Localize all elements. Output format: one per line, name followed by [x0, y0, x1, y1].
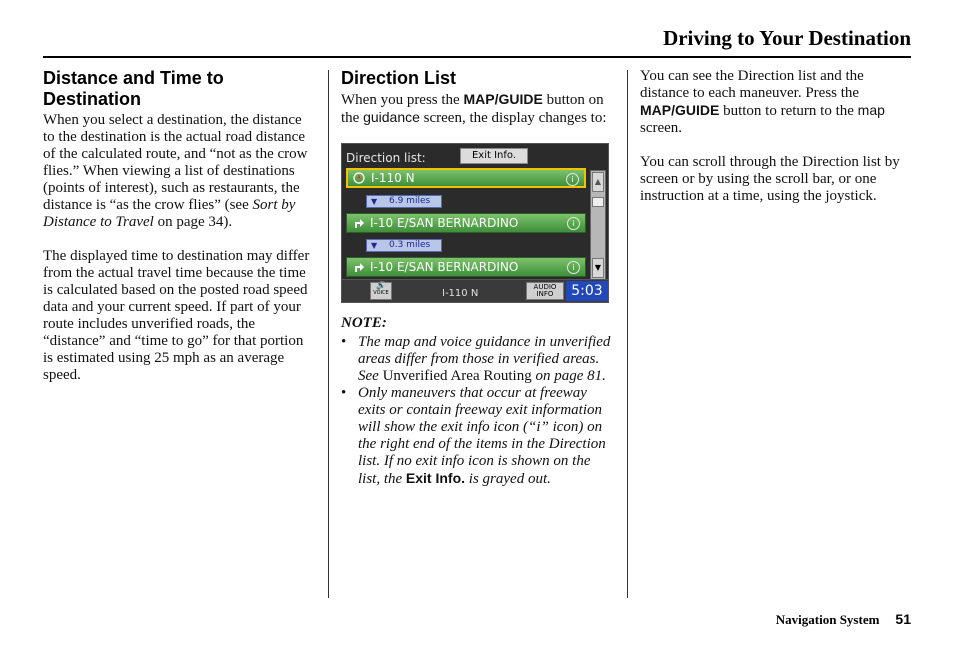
cross-reference: Unverified Area Routing [382, 368, 532, 384]
scroll-bar[interactable] [590, 170, 606, 280]
audio-info-button[interactable]: AUDIO INFO [526, 282, 564, 300]
distance-tag-1 [366, 195, 442, 208]
exit-info-icon: i [567, 261, 580, 274]
direction-list-screen [341, 143, 609, 303]
exit-info-button[interactable]: Exit Info. [460, 148, 528, 164]
screen-name: map [857, 102, 885, 118]
button-name: Exit Info. [405, 470, 466, 486]
text-run: is grayed out. [465, 471, 551, 487]
text-run: When you select a destination, the distance to the destination is the actual road distance of the calculated route, and “not as the crow flies.” When viewing a list of destinations (points of interest), such as restaurants, the distance is “as the crow flies” (see [43, 112, 308, 213]
note-list [341, 334, 613, 488]
column-divider-2 [627, 70, 628, 598]
screen-title: Direction list: [346, 151, 426, 165]
direction-row-2[interactable] [346, 213, 586, 233]
screen-name: guidance [363, 109, 420, 125]
distance-text: 0.3 miles [389, 240, 431, 250]
paragraph-time: The displayed time to destination may differ from the actual travel time because the time is calculated based on the posted road speed data and your current speed. If part of your route includes unverified roads, the “distance” and “time to go” for that portion is estimated using 25 mph as an average speed. [43, 248, 310, 383]
column-middle [341, 68, 613, 488]
column-divider-1 [328, 70, 329, 598]
distance-tag-2 [366, 239, 442, 252]
scroll-thumb[interactable] [592, 197, 604, 207]
paragraph-distance [43, 112, 315, 231]
turn-arrow-icon [352, 216, 364, 228]
page-number: 51 [895, 611, 911, 627]
exit-info-icon: i [566, 173, 579, 186]
note-item-1 [341, 334, 613, 385]
paragraph-intro [341, 91, 613, 127]
paragraph-return [640, 68, 912, 137]
scroll-up-arrow-icon[interactable]: ▲ [592, 172, 604, 192]
text-run: When you press the [341, 92, 464, 108]
button-name: MAP/GUIDE [463, 91, 543, 107]
text-run: The map and voice guidance in unverified areas differ from those in verified areas. See [358, 334, 611, 384]
section-heading-distance-time: Distance and Time to Destination [43, 68, 224, 109]
direction-row-text: I-10 E/SAN BERNARDINO [370, 216, 519, 230]
direction-row-3[interactable] [346, 257, 586, 277]
text-run: button to return to the [719, 103, 858, 119]
current-road-label: I-110 N [442, 288, 479, 299]
text-run: button on the [341, 92, 604, 126]
text-run: You can see the Direction list and the distance to each maneuver. Press the [640, 68, 864, 101]
text-run: on page 34). [153, 214, 233, 230]
direction-row-1[interactable] [346, 168, 586, 188]
header-rule [43, 56, 911, 58]
speaker-icon: 🔊 [376, 281, 386, 290]
footer-label: Navigation System [775, 612, 880, 627]
text-run: screen, the display changes to: [419, 110, 607, 126]
cross-reference: Sort by Distance to Travel [43, 197, 296, 230]
text-run: screen. [640, 120, 683, 136]
page-header-title: Driving to Your Destination [663, 26, 911, 50]
turn-arrow-icon [352, 260, 364, 272]
column-left [43, 68, 315, 384]
distance-text: 6.9 miles [389, 196, 431, 206]
text-run: Only maneuvers that occur at freeway exits or contain freeway exit information will show the exit info icon (“i” icon) on the right end of the items in the Direction list. If no exit info icon is shown on the list, the [358, 385, 606, 487]
voice-label: VOICE [373, 290, 389, 296]
screen-bottom-bar [342, 279, 608, 302]
column-right [640, 68, 912, 205]
clock-display: 5:03 [566, 281, 608, 301]
button-name: MAP/GUIDE [640, 102, 720, 118]
text-run: on page 81. [531, 368, 606, 384]
page-footer [776, 611, 911, 628]
down-triangle-icon: ▼ [371, 241, 378, 250]
section-heading-direction-list: Direction List [341, 68, 457, 88]
voice-button[interactable] [370, 282, 392, 300]
note-heading: NOTE: [341, 315, 387, 331]
note-item-2 [341, 385, 613, 488]
down-triangle-icon: ▼ [371, 197, 378, 206]
direction-row-text: I-110 N [371, 171, 415, 185]
direction-row-text: I-10 E/SAN BERNARDINO [370, 260, 519, 274]
compass-icon [353, 172, 365, 184]
exit-info-icon: i [567, 217, 580, 230]
paragraph-scroll: You can scroll through the Direction list by screen or by using the scroll bar, or one instruction at a time, using the joystick. [640, 154, 900, 204]
scroll-down-arrow-icon[interactable]: ▼ [592, 258, 604, 278]
